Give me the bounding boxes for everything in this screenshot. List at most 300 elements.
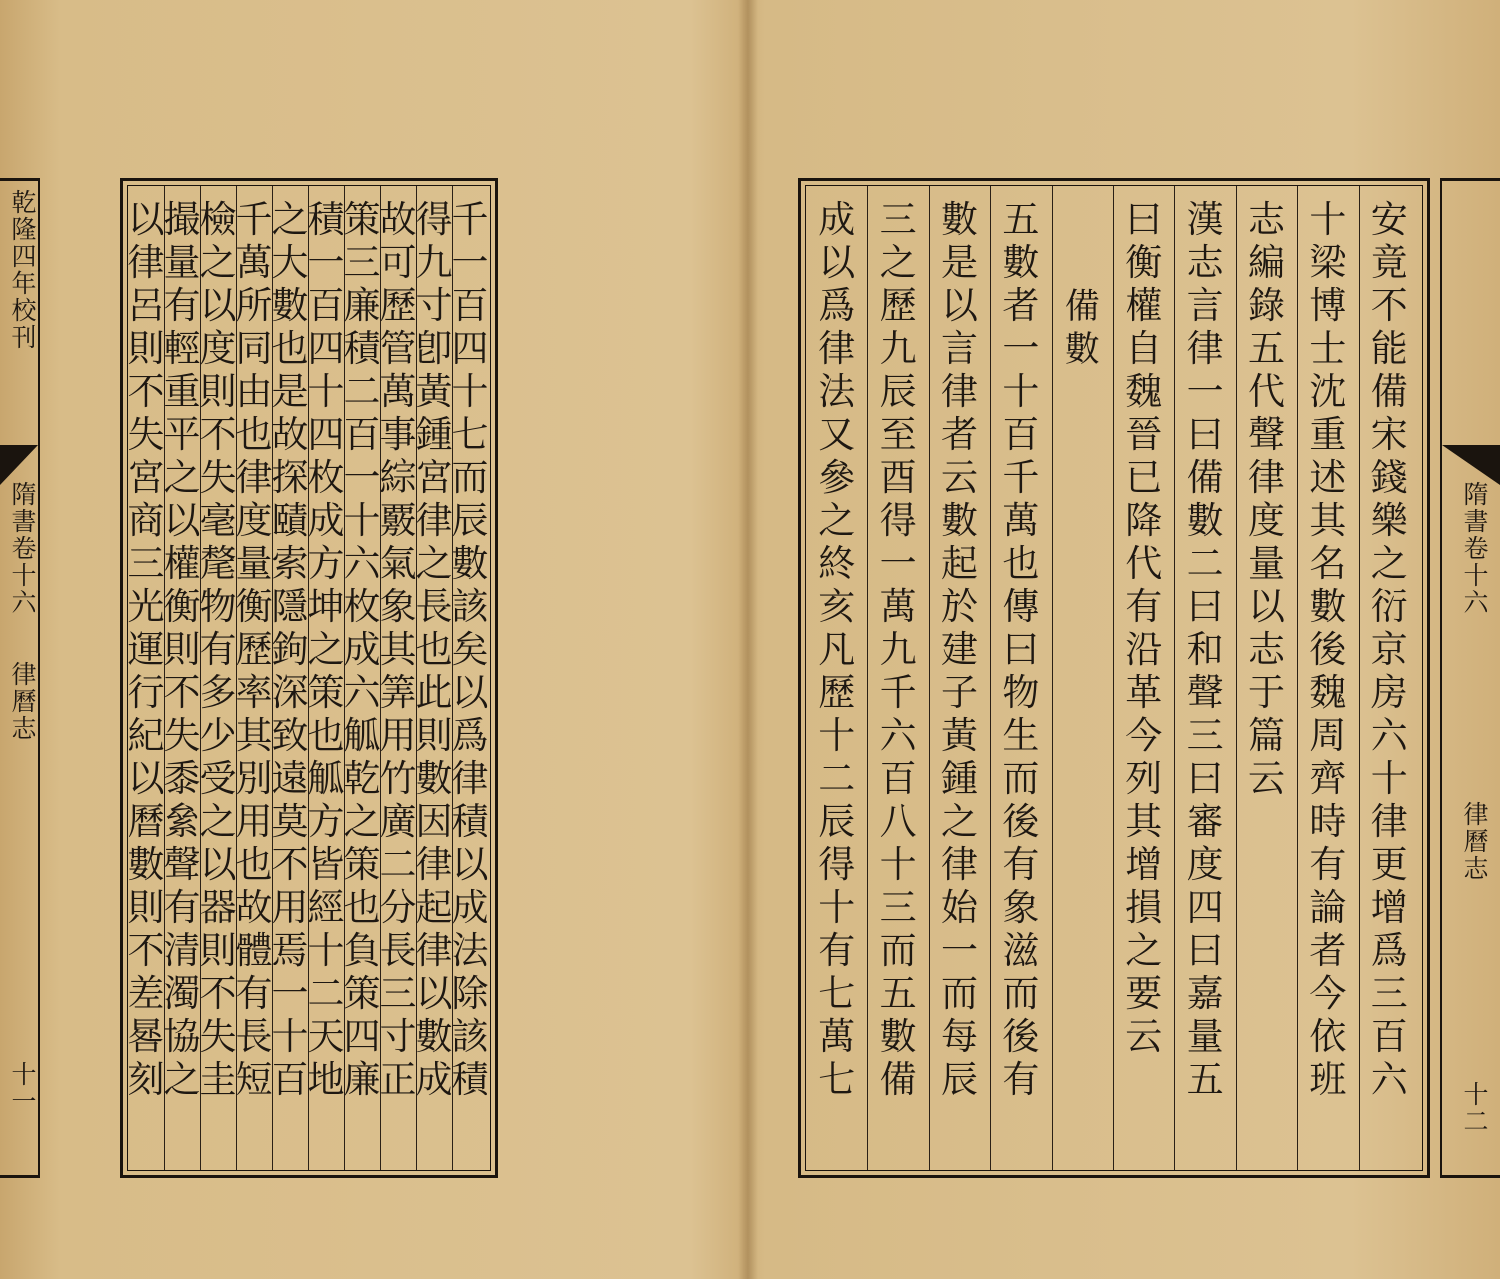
glyph: 十 (818, 714, 856, 757)
glyph: 策 (343, 843, 381, 886)
glyph: 成 (818, 198, 856, 241)
glyph: 辰 (818, 800, 856, 843)
right-fishtail-mark (1442, 445, 1500, 485)
glyph: 代 (1248, 370, 1285, 413)
glyph: 黍 (163, 757, 201, 800)
glyph: 鍾 (415, 413, 453, 456)
glyph: 不 (199, 413, 237, 456)
glyph: 梁 (1309, 241, 1347, 284)
glyph: 律 (1248, 456, 1285, 499)
glyph: 數 (1064, 330, 1100, 370)
glyph: 時 (1309, 800, 1347, 843)
glyph: 呂 (127, 284, 165, 327)
glyph: 列 (1125, 757, 1163, 800)
glyph: 律 (415, 499, 453, 542)
glyph: 漢 (1186, 198, 1224, 241)
glyph: 枚 (307, 456, 345, 499)
glyph: 凡 (818, 628, 856, 671)
glyph: 一 (307, 241, 345, 284)
glyph: 百 (879, 757, 917, 800)
glyph: 律 (415, 929, 453, 972)
glyph: 十 (307, 929, 345, 972)
glyph: 同 (235, 327, 273, 370)
glyph: 三 (879, 198, 917, 241)
glyph: 積 (307, 198, 345, 241)
glyph: 之 (879, 241, 917, 284)
glyph: 而 (879, 929, 917, 972)
glyph: 而 (941, 972, 978, 1015)
column-rule (990, 186, 991, 1170)
glyph: 度 (199, 327, 237, 370)
glyph: 其 (235, 714, 273, 757)
glyph: 也 (1002, 542, 1040, 585)
glyph: 數 (415, 757, 453, 800)
glyph: 一 (941, 929, 978, 972)
glyph: 二 (1186, 542, 1224, 585)
glyph: 六 (1370, 714, 1408, 757)
column-rule (929, 186, 930, 1170)
right-margin-section: 律曆志 (1460, 801, 1489, 882)
glyph: 因 (415, 800, 453, 843)
glyph: 酉 (879, 456, 917, 499)
glyph: 失 (199, 1015, 237, 1058)
glyph: 方 (307, 542, 345, 585)
glyph: 十 (451, 370, 489, 413)
glyph: 遠 (271, 757, 309, 800)
glyph: 律 (235, 456, 273, 499)
text-column (936, 198, 983, 1101)
glyph: 而 (451, 456, 489, 499)
glyph: 爲 (1370, 929, 1408, 972)
glyph: 該 (451, 585, 489, 628)
glyph: 差 (127, 972, 165, 1015)
glyph: 失 (127, 413, 165, 456)
glyph: 衡 (235, 585, 273, 628)
glyph: 也 (343, 886, 381, 929)
glyph: 志 (1248, 628, 1285, 671)
glyph: 光 (127, 585, 165, 628)
glyph: 述 (1309, 456, 1347, 499)
glyph: 備 (1186, 456, 1224, 499)
glyph: 索 (271, 542, 309, 585)
glyph: 齊 (1309, 757, 1347, 800)
glyph: 其 (1125, 800, 1163, 843)
glyph: 十 (1309, 198, 1347, 241)
glyph: 律 (451, 757, 489, 800)
glyph: 受 (199, 757, 237, 800)
glyph: 六 (879, 714, 917, 757)
glyph: 量 (163, 241, 201, 284)
glyph: 三 (127, 542, 165, 585)
glyph: 有 (235, 972, 273, 1015)
glyph: 十 (1002, 370, 1040, 413)
glyph: 之 (941, 800, 978, 843)
glyph: 曰 (1125, 198, 1163, 241)
glyph: 於 (941, 585, 978, 628)
glyph: 數 (941, 198, 978, 241)
glyph: 成 (343, 628, 381, 671)
glyph: 增 (1125, 843, 1163, 886)
glyph: 象 (379, 585, 417, 628)
glyph: 百 (343, 413, 381, 456)
glyph: 策 (343, 198, 381, 241)
glyph: 建 (941, 628, 978, 671)
glyph: 今 (1309, 972, 1347, 1015)
glyph: 後 (1309, 628, 1347, 671)
glyph: 量 (1248, 542, 1285, 585)
glyph: 者 (1309, 929, 1347, 972)
glyph: 三 (879, 886, 917, 929)
glyph: 之 (1370, 542, 1408, 585)
glyph: 方 (307, 800, 345, 843)
glyph: 十 (879, 843, 917, 886)
glyph: 有 (1002, 843, 1040, 886)
glyph: 器 (199, 886, 237, 929)
glyph: 生 (1002, 714, 1040, 757)
glyph: 不 (127, 929, 165, 972)
glyph: 有 (163, 284, 201, 327)
glyph: 安 (1370, 198, 1408, 241)
glyph: 故 (235, 886, 273, 929)
glyph: 不 (127, 370, 165, 413)
text-column (813, 198, 860, 1101)
glyph: 寸 (415, 284, 453, 327)
glyph: 覈 (379, 499, 417, 542)
glyph: 以 (163, 499, 201, 542)
glyph: 以 (199, 284, 237, 327)
right-margin-page: 十二 (1460, 1081, 1489, 1135)
glyph: 得 (879, 499, 917, 542)
glyph: 京 (1370, 628, 1408, 671)
glyph: 終 (818, 542, 856, 585)
glyph: 每 (941, 1015, 978, 1058)
glyph: 宋 (1370, 413, 1408, 456)
glyph: 以 (451, 671, 489, 714)
column-rule (867, 186, 868, 1170)
glyph: 千 (451, 198, 489, 241)
glyph: 由 (235, 370, 273, 413)
glyph: 備 (1064, 287, 1100, 327)
glyph: 多 (199, 671, 237, 714)
glyph: 矣 (451, 628, 489, 671)
glyph: 七 (818, 1058, 856, 1101)
glyph: 子 (941, 671, 978, 714)
glyph: 輕 (163, 327, 201, 370)
glyph: 四 (1186, 886, 1224, 929)
glyph: 用 (379, 714, 417, 757)
glyph: 十 (271, 1015, 309, 1058)
glyph: 數 (1186, 499, 1224, 542)
glyph: 也 (307, 714, 345, 757)
glyph: 能 (1370, 327, 1408, 370)
glyph: 之 (343, 800, 381, 843)
edition-note: 乾隆四年校刊 (8, 189, 37, 351)
glyph: 失 (163, 714, 201, 757)
glyph: 鉤 (271, 628, 309, 671)
glyph: 備 (1370, 370, 1408, 413)
left-fishtail-mark (0, 445, 38, 485)
right-margin-title: 隋書卷十六 (1460, 481, 1489, 616)
glyph: 不 (199, 972, 237, 1015)
glyph: 千 (235, 198, 273, 241)
glyph: 代 (1125, 542, 1163, 585)
glyph: 氂 (199, 542, 237, 585)
glyph: 黃 (941, 714, 978, 757)
glyph: 率 (235, 671, 273, 714)
glyph: 房 (1370, 671, 1408, 714)
glyph: 而 (1002, 757, 1040, 800)
glyph: 積 (451, 1058, 489, 1101)
glyph: 已 (1125, 456, 1163, 499)
glyph: 也 (415, 628, 453, 671)
glyph: 以 (127, 198, 165, 241)
glyph: 八 (879, 800, 917, 843)
glyph: 七 (818, 972, 856, 1015)
glyph: 晷 (127, 1015, 165, 1058)
glyph: 清 (163, 929, 201, 972)
glyph: 晉 (1125, 413, 1163, 456)
glyph: 四 (307, 413, 345, 456)
glyph: 始 (941, 886, 978, 929)
glyph: 衡 (163, 585, 201, 628)
glyph: 律 (818, 327, 856, 370)
glyph: 以 (127, 757, 165, 800)
left-page (0, 0, 748, 1279)
glyph: 天 (307, 1015, 345, 1058)
glyph: 也 (271, 327, 309, 370)
glyph: 之 (271, 198, 309, 241)
glyph: 長 (235, 1015, 273, 1058)
glyph: 皆 (307, 843, 345, 886)
glyph: 商 (127, 499, 165, 542)
glyph: 曰 (1186, 413, 1224, 456)
glyph: 觚 (307, 757, 345, 800)
glyph: 者 (941, 413, 978, 456)
glyph: 積 (343, 327, 381, 370)
glyph: 莫 (271, 800, 309, 843)
glyph: 百 (451, 284, 489, 327)
glyph: 起 (415, 886, 453, 929)
glyph: 降 (1125, 499, 1163, 542)
glyph: 度 (235, 499, 273, 542)
glyph: 革 (1125, 671, 1163, 714)
glyph: 不 (271, 843, 309, 886)
glyph: 百 (307, 284, 345, 327)
glyph: 乾 (343, 757, 381, 800)
glyph: 傳 (1002, 585, 1040, 628)
glyph: 以 (415, 972, 453, 1015)
glyph: 綜 (379, 456, 417, 499)
glyph: 法 (451, 929, 489, 972)
glyph: 律 (941, 370, 978, 413)
glyph: 則 (127, 327, 165, 370)
glyph: 言 (1186, 284, 1224, 327)
glyph: 二 (379, 843, 417, 886)
glyph: 聲 (1186, 671, 1224, 714)
glyph: 之 (307, 628, 345, 671)
glyph: 律 (415, 843, 453, 886)
glyph: 博 (1309, 284, 1347, 327)
glyph: 于 (1248, 671, 1285, 714)
glyph: 辰 (941, 1058, 978, 1101)
glyph: 之 (163, 456, 201, 499)
glyph: 焉 (271, 929, 309, 972)
glyph: 有 (1125, 585, 1163, 628)
glyph: 云 (1125, 1015, 1163, 1058)
glyph: 地 (307, 1058, 345, 1101)
glyph: 廉 (343, 1058, 381, 1101)
glyph: 和 (1186, 628, 1224, 671)
glyph: 鍾 (941, 757, 978, 800)
glyph: 筭 (379, 671, 417, 714)
glyph: 一 (451, 241, 489, 284)
glyph: 曰 (1002, 628, 1040, 671)
glyph: 歷 (379, 284, 417, 327)
glyph: 之 (199, 800, 237, 843)
glyph: 爲 (451, 714, 489, 757)
left-inner-border (127, 185, 491, 1171)
glyph: 坤 (307, 585, 345, 628)
glyph: 探 (271, 456, 309, 499)
column-rule (1052, 186, 1053, 1170)
glyph: 度 (1186, 843, 1224, 886)
glyph: 嘉 (1186, 972, 1224, 1015)
glyph: 有 (163, 886, 201, 929)
glyph: 別 (235, 757, 273, 800)
glyph: 至 (879, 413, 917, 456)
glyph: 不 (163, 671, 201, 714)
glyph: 積 (451, 800, 489, 843)
glyph: 毫 (199, 499, 237, 542)
glyph: 成 (307, 499, 345, 542)
glyph: 故 (379, 198, 417, 241)
glyph: 得 (415, 198, 453, 241)
glyph: 數 (941, 499, 978, 542)
glyph: 志 (1186, 241, 1224, 284)
glyph: 五 (1186, 1058, 1224, 1101)
glyph: 體 (235, 929, 273, 972)
left-page-margin (0, 178, 40, 1178)
glyph: 致 (271, 714, 309, 757)
glyph: 物 (1002, 671, 1040, 714)
glyph: 四 (307, 327, 345, 370)
glyph: 歷 (879, 284, 917, 327)
glyph: 得 (818, 843, 856, 886)
text-column (1366, 198, 1413, 1101)
glyph: 又 (818, 413, 856, 456)
glyph: 失 (199, 456, 237, 499)
text-column (1304, 198, 1351, 1101)
glyph: 百 (1370, 1015, 1408, 1058)
glyph: 氣 (379, 542, 417, 585)
glyph: 萬 (879, 585, 917, 628)
glyph: 宮 (415, 456, 453, 499)
glyph: 者 (1002, 284, 1040, 327)
glyph: 士 (1309, 327, 1347, 370)
glyph: 千 (1002, 456, 1040, 499)
right-page-margin (1440, 178, 1500, 1178)
text-column (1182, 198, 1229, 1101)
glyph: 物 (199, 585, 237, 628)
glyph: 萬 (379, 370, 417, 413)
text-column (875, 198, 922, 1101)
glyph: 數 (127, 843, 165, 886)
glyph: 增 (1370, 886, 1408, 929)
glyph: 檢 (199, 198, 237, 241)
glyph: 要 (1125, 972, 1163, 1015)
glyph: 百 (271, 1058, 309, 1101)
glyph: 十 (307, 370, 345, 413)
glyph: 一 (343, 456, 381, 499)
glyph: 曰 (1186, 585, 1224, 628)
glyph: 竟 (1370, 241, 1408, 284)
glyph: 度 (1248, 499, 1285, 542)
glyph: 廉 (343, 284, 381, 327)
glyph: 六 (343, 542, 381, 585)
glyph: 量 (235, 542, 273, 585)
glyph: 三 (343, 241, 381, 284)
right-inner-border (805, 185, 1423, 1171)
glyph: 損 (1125, 886, 1163, 929)
glyph: 九 (879, 327, 917, 370)
glyph: 滋 (1002, 929, 1040, 972)
glyph: 負 (343, 929, 381, 972)
glyph: 策 (307, 671, 345, 714)
right-text-frame (798, 178, 1430, 1178)
glyph: 廣 (379, 800, 417, 843)
glyph: 三 (379, 972, 417, 1015)
glyph: 而 (1002, 972, 1040, 1015)
glyph: 經 (307, 886, 345, 929)
glyph: 一 (879, 542, 917, 585)
glyph: 用 (271, 886, 309, 929)
glyph: 觚 (343, 714, 381, 757)
glyph: 之 (199, 241, 237, 284)
glyph: 爲 (818, 284, 856, 327)
glyph: 刻 (127, 1058, 165, 1101)
glyph: 五 (1002, 198, 1040, 241)
glyph: 萬 (818, 1015, 856, 1058)
glyph: 所 (235, 284, 273, 327)
glyph: 運 (127, 628, 165, 671)
glyph: 歷 (818, 671, 856, 714)
column-rule (1113, 186, 1114, 1170)
glyph: 曆 (127, 800, 165, 843)
glyph: 云 (1248, 757, 1285, 800)
glyph: 之 (818, 499, 856, 542)
glyph: 聲 (163, 843, 201, 886)
glyph: 自 (1125, 327, 1163, 370)
glyph: 有 (1309, 843, 1347, 886)
glyph: 不 (1370, 284, 1408, 327)
glyph: 五 (879, 972, 917, 1015)
glyph: 數 (271, 284, 309, 327)
glyph: 用 (235, 800, 273, 843)
glyph: 策 (343, 972, 381, 1015)
glyph: 亥 (818, 585, 856, 628)
glyph: 論 (1309, 886, 1347, 929)
glyph: 是 (941, 241, 978, 284)
glyph: 篇 (1248, 714, 1285, 757)
text-column (123, 198, 170, 1101)
glyph: 起 (941, 542, 978, 585)
left-text-frame (120, 178, 498, 1178)
glyph: 故 (271, 413, 309, 456)
glyph: 有 (818, 929, 856, 972)
glyph: 管 (379, 327, 417, 370)
glyph: 歷 (235, 628, 273, 671)
glyph: 十 (818, 886, 856, 929)
